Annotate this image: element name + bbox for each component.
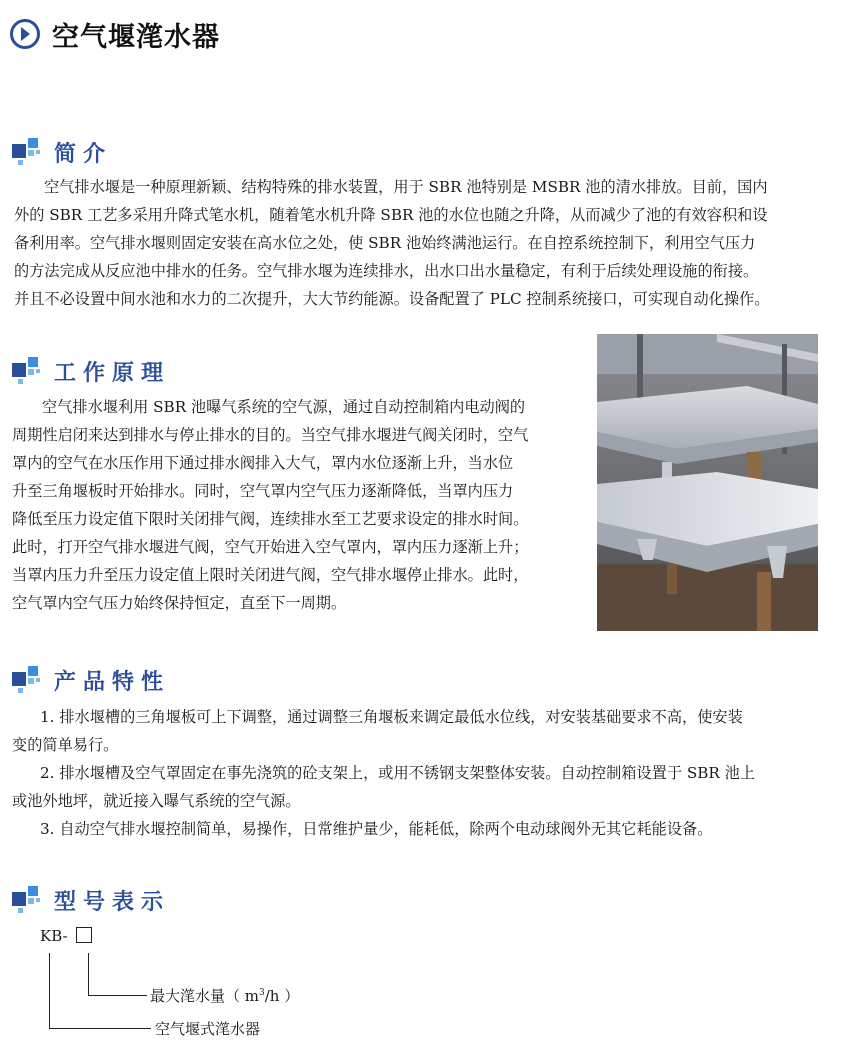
product-photo — [597, 334, 818, 631]
text-line: 1. 排水堰槽的三角堰板可上下调整，通过调整三角堰板来调定最低水位线，对安装基础要求不高，使安装 — [40, 708, 743, 726]
text-line: 当罩内压力升至压力设定值上限时关闭进气阀，空气排水堰停止排水。此时， — [12, 566, 529, 584]
text-line: 周期性启闭来达到排水与停止排水的目的。当空气排水堰进气阀关闭时，空气 — [12, 426, 529, 444]
section-heading-model — [12, 885, 170, 915]
text-line: 2. 排水堰槽及空气罩固定在事先浇筑的砼支架上，或用不锈钢支架整体安装。自动控制箱设置于 SBR 池上 — [40, 764, 756, 782]
placeholder-box-icon — [76, 927, 92, 943]
section-heading-features — [12, 665, 170, 695]
diagram-line — [49, 1028, 151, 1029]
text-line: 空气罩内空气压力始终保持恒定，直至下一周期。 — [12, 594, 347, 612]
text-line: 备利用率。空气排水堰则固定安装在高水位之处，使 SBR 池始终满池运行。在自控系统控制下，利用空气压力 — [14, 234, 756, 252]
model-code-text: KB- — [40, 927, 68, 945]
section-heading-principle — [12, 356, 170, 386]
page-title-text: 空气堰滗水器 — [52, 21, 220, 53]
diagram-line — [88, 953, 89, 996]
flow-label — [150, 985, 299, 1006]
text-line: 空气排水堰利用 SBR 池曝气系统的空气源，通过自动控制箱内电动阀的 — [42, 398, 526, 416]
text-line: 降低至压力设定值下限时关闭排气阀，连续排水至工艺要求设定的排水时间。 — [12, 510, 529, 528]
section-squares-icon — [12, 666, 44, 694]
text-line: 此时，打开空气排水堰进气阀，空气开始进入空气罩内，罩内压力逐渐上升； — [12, 538, 529, 556]
text-line: 升至三角堰板时开始排水。同时，空气罩内空气压力逐渐降低，当罩内压力 — [12, 482, 514, 500]
text-line: 空气排水堰是一种原理新颖、结构特殊的排水装置，用于 SBR 池特别是 MSBR 池的清水排放。目前，国内 — [44, 178, 768, 196]
section-squares-icon — [12, 138, 44, 166]
text-line: 并且不必设置中间水池和水力的二次提升，大大节约能源。设备配置了 PLC 控制系统接口，可实现自动化操作。 — [14, 290, 770, 308]
section-title: 型号表示 — [54, 889, 171, 915]
section-title: 工作原理 — [54, 360, 171, 386]
model-code — [40, 927, 92, 945]
text-line: 罩内的空气在水压作用下通过排水阀排入大气，罩内水位逐渐上升，当水位 — [12, 454, 514, 472]
type-label: 空气堰式滗水器 — [155, 1020, 261, 1038]
principle-paragraph — [12, 393, 587, 617]
intro-paragraph — [14, 173, 822, 313]
section-squares-icon — [12, 357, 44, 385]
text-line: 变的简单易行。 — [12, 736, 119, 754]
text-line: 的方法完成从反应池中排水的任务。空气排水堰为连续排水，出水口出水量稳定，有利于后续处理设施的衔接。 — [14, 262, 759, 280]
text-line: 或池外地坪，就近接入曝气系统的空气源。 — [12, 792, 301, 810]
page-title — [10, 16, 220, 52]
flow-label-sup: 3 — [259, 988, 265, 998]
section-heading-intro — [12, 137, 112, 167]
section-title: 简介 — [54, 141, 113, 167]
diagram-line — [49, 953, 50, 1029]
flow-label-prefix: 最大滗水量（ m — [150, 987, 259, 1005]
features-paragraph — [12, 703, 820, 843]
text-line: 外的 SBR 工艺多采用升降式笔水机，随着笔水机升降 SBR 池的水位也随之升降，从而减少了池的有效容积和设 — [14, 206, 768, 224]
section-squares-icon — [12, 886, 44, 914]
diagram-line — [88, 995, 147, 996]
section-title: 产品特性 — [54, 669, 171, 695]
play-circle-icon — [10, 19, 40, 49]
flow-label-suffix: /h ） — [264, 987, 300, 1005]
text-line: 3. 自动空气排水堰控制简单，易操作，日常维护量少，能耗低，除两个电动球阀外无其它耗能设备。 — [40, 820, 713, 838]
